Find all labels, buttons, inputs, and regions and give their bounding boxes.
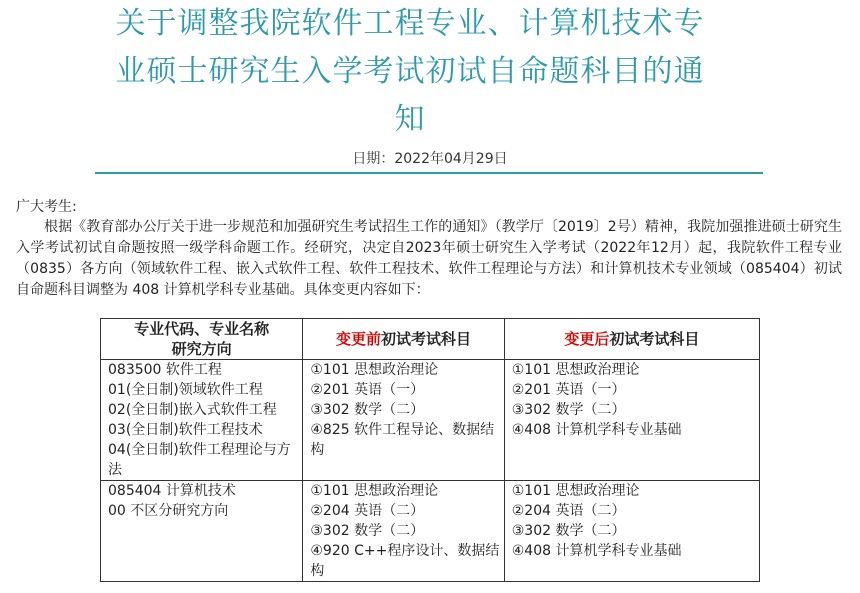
cell-line: 02(全日制)嵌入式软件工程 bbox=[108, 402, 277, 418]
header-major-line: 专业代码、专业名称 bbox=[134, 320, 270, 338]
header-before-label: 初试考试科目 bbox=[381, 330, 472, 348]
subjects-table bbox=[100, 318, 760, 582]
cell-after bbox=[504, 360, 759, 481]
header-after-highlight: 变更后 bbox=[564, 330, 610, 348]
cell-line: 01(全日制)领域软件工程 bbox=[108, 382, 263, 398]
greeting: 广大考生: bbox=[16, 199, 77, 215]
cell-line: ④920 C++程序设计、数据结构 bbox=[310, 543, 500, 579]
cell-line: ④825 软件工程导论、数据结构 bbox=[310, 422, 495, 458]
cell-line: ②201 英语（一） bbox=[310, 382, 425, 398]
cell-line: ③302 数学（二） bbox=[310, 402, 425, 418]
cell-line: ②201 英语（一） bbox=[511, 382, 626, 398]
cell-line: ③302 数学（二） bbox=[310, 523, 425, 539]
cell-line: ④408 计算机学科专业基础 bbox=[511, 422, 682, 438]
cell-line: 03(全日制)软件工程技术 bbox=[108, 422, 263, 438]
header-after-label: 初试考试科目 bbox=[609, 330, 700, 348]
table-header-row bbox=[101, 319, 760, 360]
notice-paragraph: 根据《教育部办公厅关于进一步规范和加强研究生考试招生工作的通知》（教学厅〔2019〕2号）精神，我院加强推进硕士研究生入学考试初试自命题按照一级学科命题工作。经研究，决定自2023年硕士研究生入学考试（2022年12月）起，我院软件工程专业（0835）各方向（领域软件工程、嵌入式软件工程、软件工程技术、软件工程理论与方法）和计算机技术专业领域（085404）初试自命题科目调整为 408 计算机学科专业基础。具体变更内容如下： bbox=[16, 219, 842, 298]
cell-line: 00 不区分研究方向 bbox=[108, 503, 229, 519]
cell-line: ③302 数学（二） bbox=[511, 402, 626, 418]
header-before-highlight: 变更前 bbox=[336, 330, 382, 348]
cell-line: ①101 思想政治理论 bbox=[310, 483, 439, 499]
title-line: 业硕士研究生入学考试初试自命题科目的通 bbox=[115, 54, 705, 89]
header-before bbox=[303, 319, 504, 360]
table-row bbox=[101, 360, 760, 481]
cell-line: ①101 思想政治理论 bbox=[511, 483, 640, 499]
cell-line: ②204 英语（二） bbox=[511, 503, 626, 519]
cell-major bbox=[101, 360, 303, 481]
title-divider bbox=[95, 172, 763, 174]
cell-after bbox=[504, 481, 759, 582]
title-line: 关于调整我院软件工程专业、计算机技术专 bbox=[115, 6, 705, 41]
title-line: 知 bbox=[394, 102, 426, 137]
table-row bbox=[101, 481, 760, 582]
cell-major bbox=[101, 481, 303, 582]
header-major bbox=[101, 319, 303, 360]
cell-before bbox=[303, 481, 504, 582]
cell-line: ①101 思想政治理论 bbox=[511, 362, 640, 378]
cell-line: 085404 计算机技术 bbox=[108, 483, 236, 499]
publish-date: 日期：2022年04月29日 bbox=[352, 151, 508, 167]
cell-before bbox=[303, 360, 504, 481]
cell-line: ④408 计算机学科专业基础 bbox=[511, 543, 682, 559]
cell-line: ②204 英语（二） bbox=[310, 503, 425, 519]
page-title bbox=[95, 0, 725, 144]
cell-line: 083500 软件工程 bbox=[108, 362, 222, 378]
cell-line: ③302 数学（二） bbox=[511, 523, 626, 539]
header-after bbox=[504, 319, 759, 360]
cell-line: 04(全日制)软件工程理论与方法 bbox=[108, 442, 291, 478]
header-major-line: 研究方向 bbox=[171, 340, 232, 358]
cell-line: ①101 思想政治理论 bbox=[310, 362, 439, 378]
